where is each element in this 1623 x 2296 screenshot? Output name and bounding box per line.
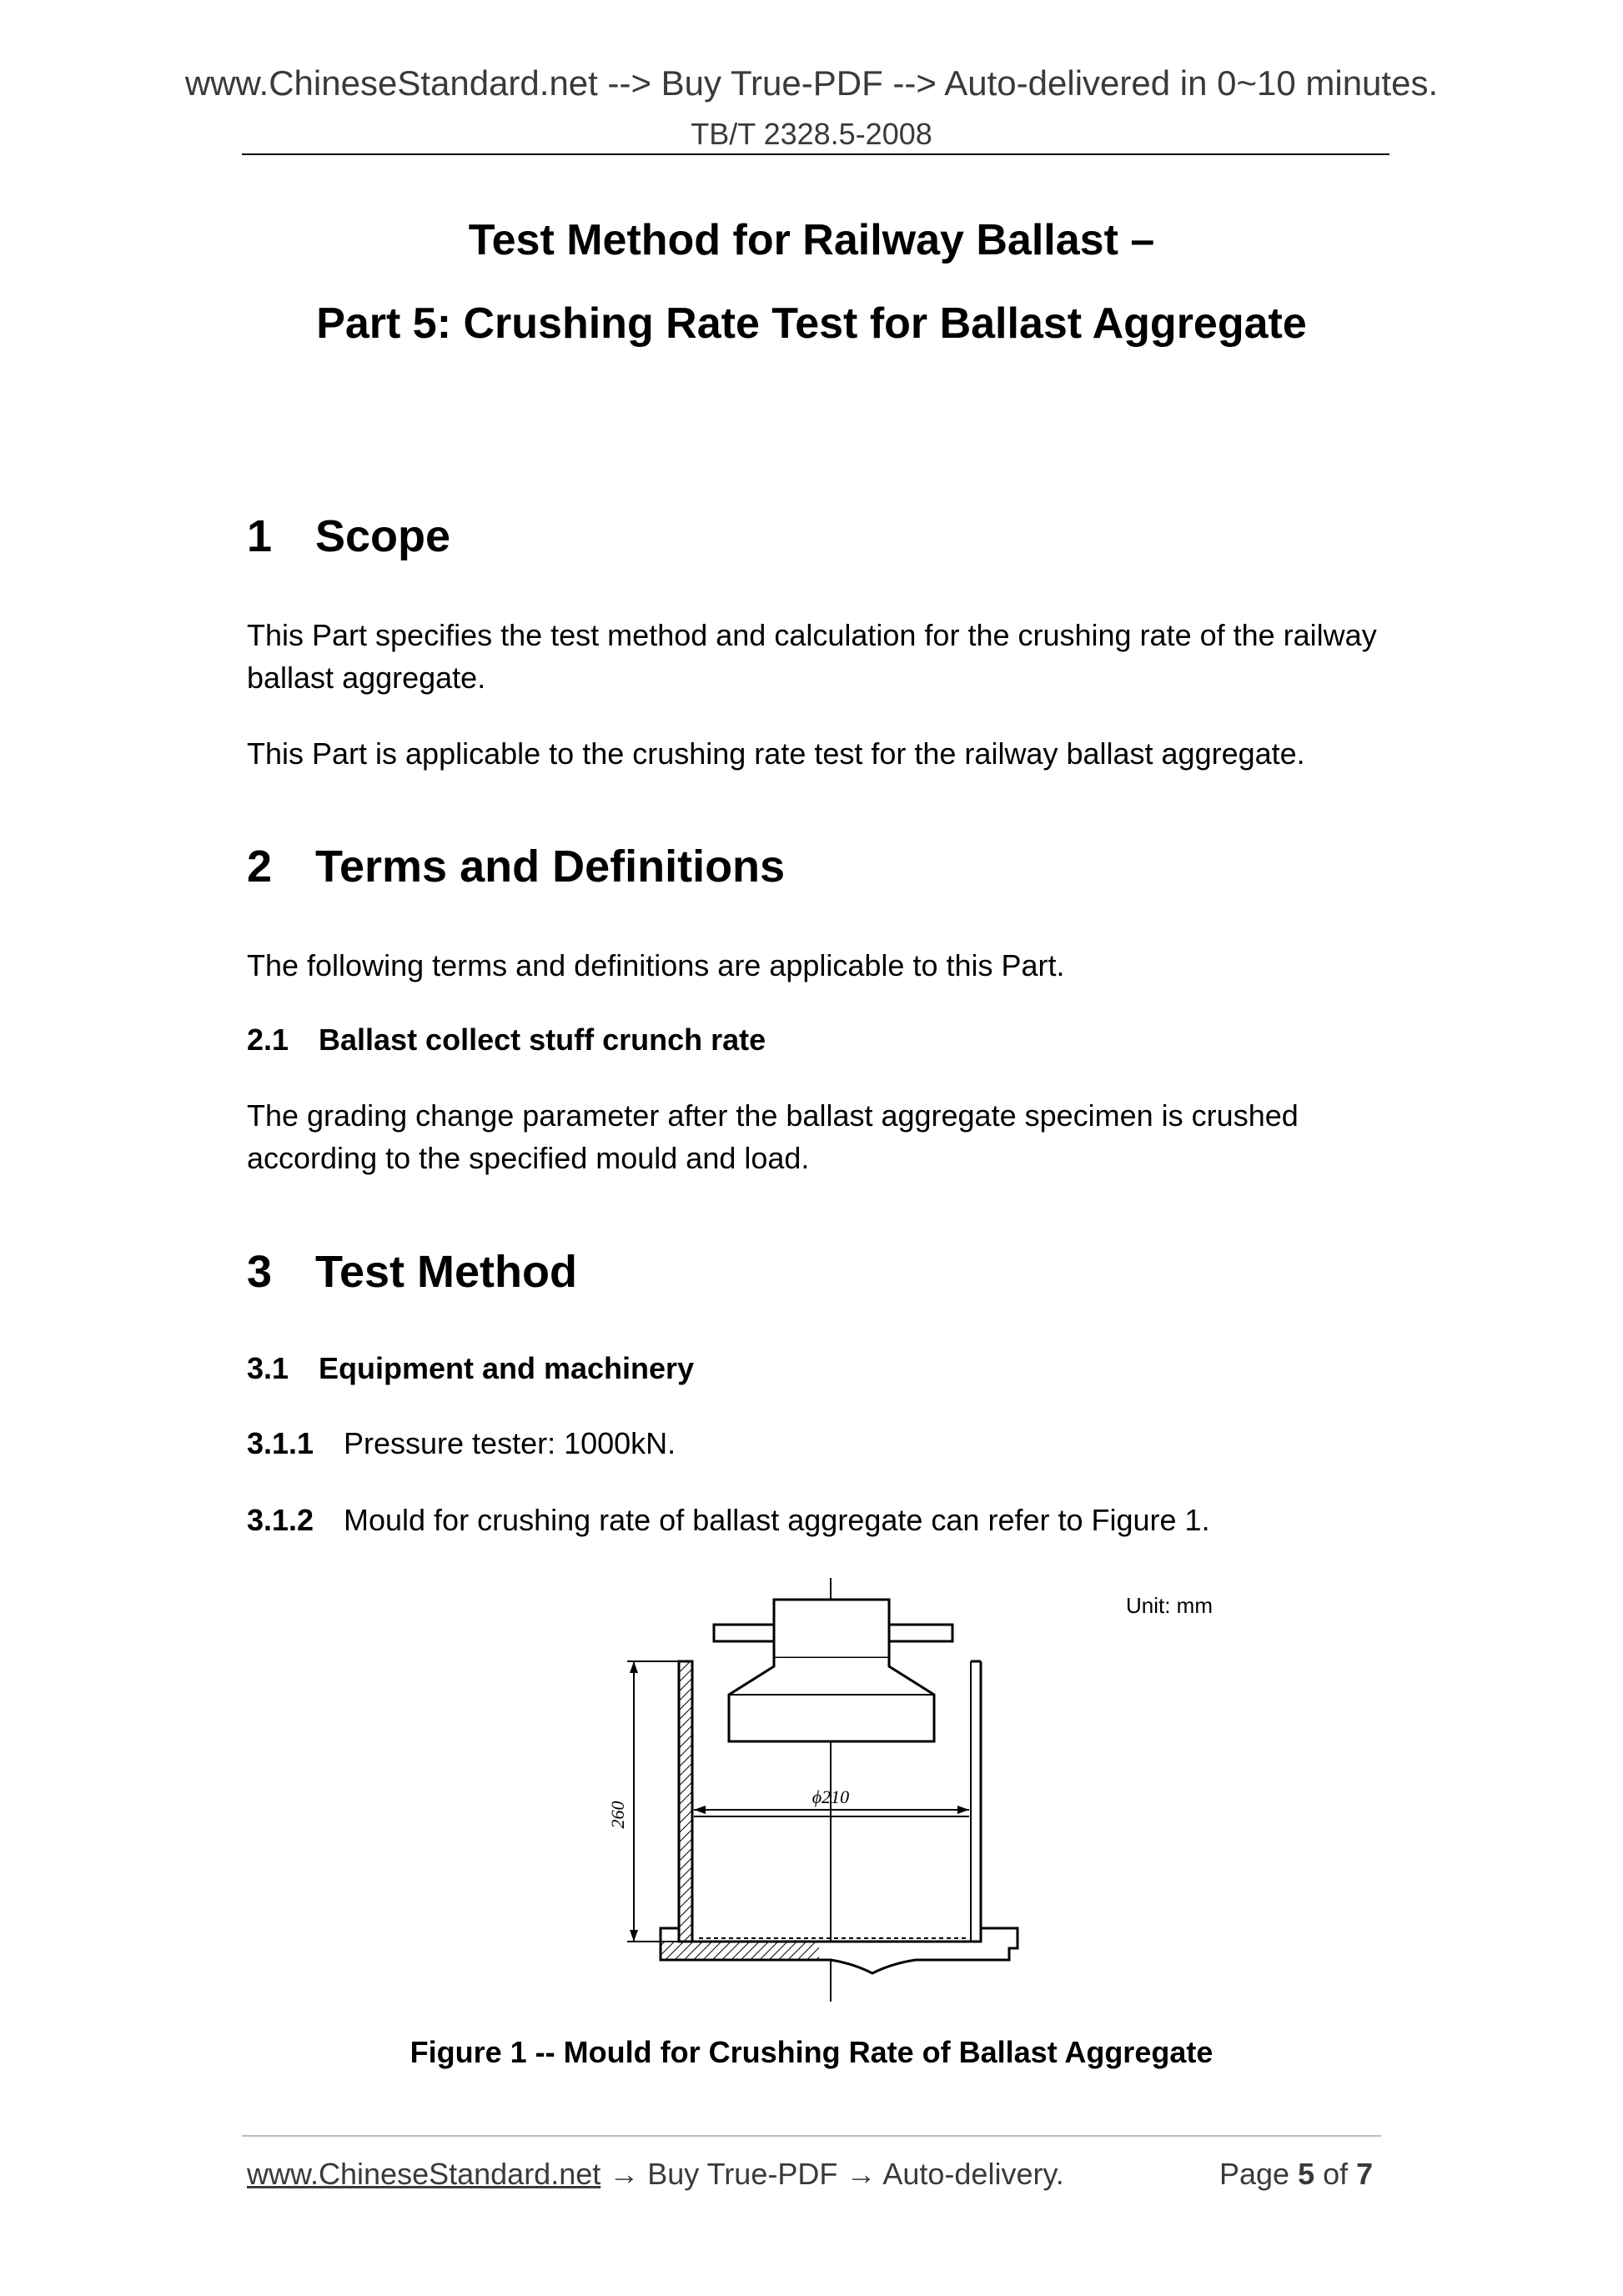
figure-unit-label: Unit: mm <box>1126 1593 1213 1618</box>
scope-paragraph-1-line1: This Part specifies the test method and calculation for the crushing rate of the railway <box>247 618 1377 652</box>
footer-divider <box>242 2135 1381 2137</box>
document-title-line1: Test Method for Railway Ballast – <box>468 216 1155 264</box>
section-2-title: Terms and Definitions <box>315 842 786 892</box>
definition-line2: according to the specified mould and load. <box>247 1141 810 1175</box>
footer-site-link[interactable]: www.ChineseStandard.net <box>247 2157 601 2191</box>
cylinder-wall-left <box>679 1661 692 1942</box>
page-number: 5 <box>1298 2157 1315 2191</box>
subsection-2-1-heading <box>247 1022 766 1058</box>
plunger-head <box>729 1658 934 1741</box>
footer-arrow-2: → <box>837 2157 883 2191</box>
plunger-block <box>774 1600 889 1658</box>
scope-paragraph-1-line2: ballast aggregate. <box>247 661 486 695</box>
header-divider <box>242 153 1389 155</box>
handle-bar-left <box>714 1625 774 1641</box>
section-1-heading <box>247 510 450 562</box>
section-1-number: 1 <box>247 511 273 561</box>
subsection-3-1-title: Equipment and machinery <box>319 1351 695 1385</box>
section-2-number: 2 <box>247 842 273 892</box>
clause-3-1-1-number: 3.1.1 <box>247 1426 314 1460</box>
height-dimension-label: 260 <box>607 1801 628 1829</box>
subsection-2-1-number: 2.1 <box>247 1022 289 1057</box>
clause-3-1-2-text: Mould for crushing rate of ballast aggregate can refer to Figure 1. <box>344 1503 1210 1537</box>
figure-caption: Figure 1 -- Mould for Crushing Rate of Ballast Aggregate <box>410 2035 1213 2069</box>
footer-delivery-text: Auto-delivery. <box>882 2157 1064 2191</box>
site-banner: www.ChineseStandard.net --> Buy True-PDF --> Auto-delivered in 0~10 minutes. <box>184 63 1439 103</box>
section-3-heading <box>247 1246 577 1298</box>
section-3-title: Test Method <box>315 1247 577 1297</box>
footer-buy-text: Buy True-PDF <box>647 2157 838 2191</box>
clause-3-1-1 <box>247 1426 676 1461</box>
subsection-3-1-heading <box>247 1351 694 1386</box>
scope-paragraph-2: This Part is applicable to the crushing rate test for the railway ballast aggregate. <box>247 736 1305 771</box>
footer-arrow-1: → <box>600 2157 648 2191</box>
terms-intro: The following terms and definitions are applicable to this Part. <box>247 948 1065 982</box>
diameter-dimension-label: ϕ210 <box>812 1786 850 1807</box>
clause-3-1-1-text: Pressure tester: 1000kN. <box>344 1426 676 1460</box>
standard-number: TB/T 2328.5-2008 <box>691 117 932 151</box>
section-2-heading <box>247 841 785 892</box>
section-3-number: 3 <box>247 1247 273 1297</box>
definition-line1: The grading change parameter after the ballast aggregate specimen is crushed <box>247 1098 1299 1133</box>
definition-paragraph <box>247 1094 1384 1179</box>
page-label: Page <box>1219 2157 1299 2191</box>
subsection-3-1-number: 3.1 <box>247 1351 289 1385</box>
scope-paragraph-1 <box>247 614 1384 699</box>
mould-drawing <box>575 1568 1043 2010</box>
of-label: of <box>1314 2157 1357 2191</box>
page-total: 7 <box>1356 2157 1374 2191</box>
page-indicator <box>1219 2157 1373 2192</box>
handle-bar-right <box>889 1625 952 1641</box>
clause-3-1-2 <box>247 1503 1210 1538</box>
clause-3-1-2-number: 3.1.2 <box>247 1503 314 1537</box>
footer-left <box>247 2157 1064 2192</box>
subsection-2-1-title: Ballast collect stuff crunch rate <box>319 1022 766 1057</box>
section-1-title: Scope <box>315 511 451 561</box>
document-title-line2: Part 5: Crushing Rate Test for Ballast Aggregate <box>316 299 1307 348</box>
